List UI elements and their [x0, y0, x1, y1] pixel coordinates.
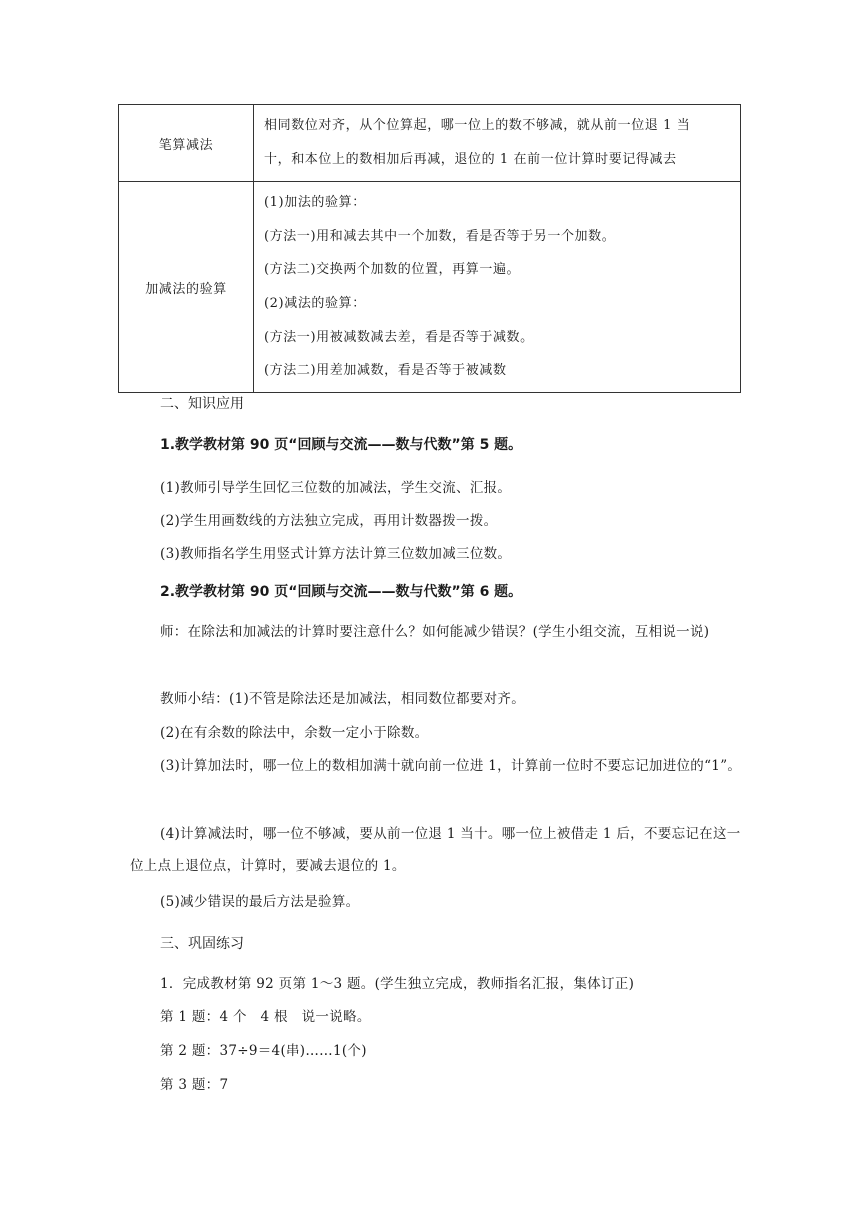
- section-heading: 二、知识应用: [160, 396, 244, 412]
- description-line: (方法二)用差加减数，看是否等于被减数: [264, 363, 507, 379]
- step-text: (3)教师指名学生用竖式计算方法计算三位数加减三位数。: [160, 546, 512, 562]
- topic-cell: 加减法的验算: [119, 182, 254, 393]
- answer-text: 第 2 题：37÷9＝4(串)……1(个): [160, 1043, 367, 1059]
- task-text: 1．完成教材第 92 页第 1～3 题。(学生独立完成，教师指名汇报，集体订正): [160, 976, 635, 992]
- answer-text: 第 1 题：4 个 4 根 说一说略。: [160, 1009, 371, 1025]
- summary-text: 教师小结：(1)不管是除法还是加减法，相同数位都要对齐。: [160, 691, 526, 707]
- topic-cell: 笔算减法: [119, 105, 254, 182]
- description-line: 相同数位对齐，从个位算起，哪一位上的数不够减，就从前一位退 1 当: [264, 118, 691, 133]
- description-line: (方法二)交换两个加数的位置，再算一遍。: [264, 262, 521, 278]
- description-line: 十，和本位上的数相加后再减，退位的 1 在前一位计算时要记得减去: [264, 152, 677, 167]
- answer-text: 第 3 题：7: [160, 1077, 229, 1093]
- question-text: 师：在除法和加减法的计算时要注意什么？如何能减少错误？(学生小组交流，互相说一说): [160, 624, 710, 640]
- description-line: (2)减法的验算：: [264, 296, 366, 311]
- description-line: (方法一)用被减数减去差，看是否等于减数。: [264, 329, 534, 345]
- summary-point: (4)计算减法时，哪一位不够减，要从前一位退 1 当十。哪一位上被借走 1 后，不要忘记在这一位上点上退位点，计算时，要减去退位的 1。: [130, 826, 741, 874]
- description-cell: [254, 105, 741, 182]
- step-text: (1)教师引导学生回忆三位数的加减法，学生交流、汇报。: [160, 480, 512, 496]
- item-title: 2.教学教材第 90 页“回顾与交流——数与代数”第 6 题。: [160, 584, 523, 600]
- table-row: [119, 182, 741, 393]
- section-heading: 三、巩固练习: [160, 936, 244, 952]
- summary-point: (5)减少错误的最后方法是验算。: [160, 894, 360, 910]
- summary-point: (3)计算加法时，哪一位上的数相加满十就向前一位进 1，计算前一位时不要忘记加进位的“1”。: [160, 758, 742, 774]
- table-row: [119, 105, 741, 182]
- item-title: 1.教学教材第 90 页“回顾与交流——数与代数”第 5 题。: [160, 437, 523, 453]
- step-text: (2)学生用画数线的方法独立完成，再用计数器拨一拨。: [160, 513, 498, 529]
- description-cell: [254, 182, 741, 393]
- summary-point: (2)在有余数的除法中，余数一定小于除数。: [160, 725, 429, 741]
- description-line: (1)加法的验算：: [264, 195, 366, 211]
- review-table: [118, 104, 741, 393]
- description-line: (方法一)用和减去其中一个加数，看是否等于另一个加数。: [264, 228, 616, 244]
